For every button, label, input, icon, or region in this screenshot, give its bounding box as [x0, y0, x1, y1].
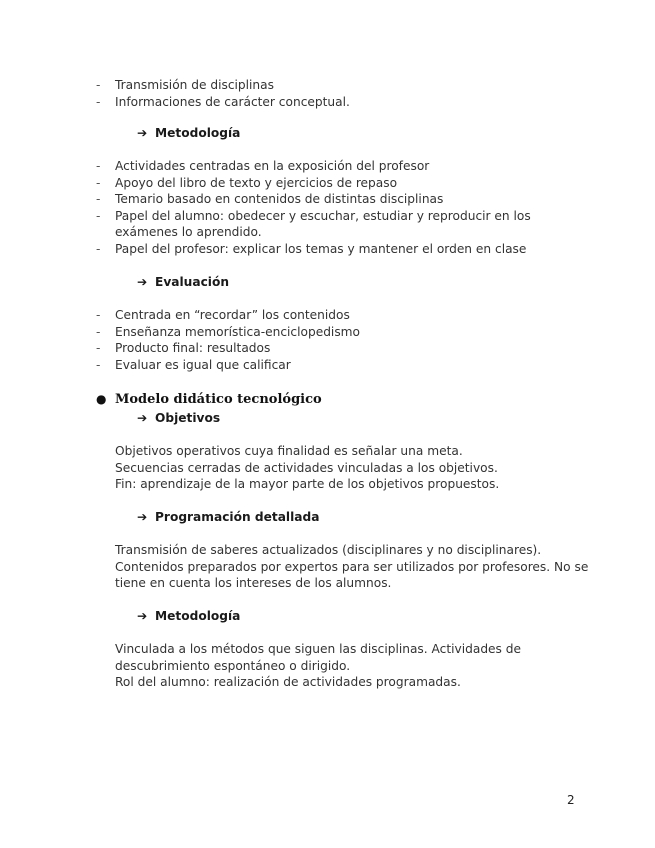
- programacion-paragraph: Transmisión de saberes actualizados (disciplinares y no disciplinares). Contenidos preparados por expertos para ser utilizados por profesores. No se tiene en cuenta los intereses de los alumnos.: [115, 543, 589, 590]
- metodologia-list: [96, 158, 596, 257]
- dash-marker: -: [96, 208, 101, 223]
- list-item: - Apoyo del libro de texto y ejercicios de repaso: [96, 175, 398, 190]
- list-item: - Actividades centradas en la exposición del profesor: [96, 159, 430, 173]
- dash-marker: -: [96, 94, 101, 109]
- metodologia-modelo-paragraph: Vinculada a los métodos que siguen las disciplinas. Actividades de descubrimiento espontáneo o dirigido. Rol del alumno: realización de actividades programadas.: [115, 642, 522, 689]
- subheading-metodologia: ➔ Metodología: [137, 126, 241, 140]
- evaluacion-list: [96, 307, 596, 373]
- list-item: - Papel del profesor: explicar los temas y mantener el orden en clase: [96, 241, 527, 256]
- dash-marker: -: [96, 159, 101, 173]
- subheading-programacion: ➔ Programación detallada: [137, 510, 320, 524]
- dash-marker: -: [96, 357, 101, 372]
- list-item: - Papel del alumno: obedecer y escuchar, estudiar y reproducir en los exámenes lo aprendido.: [96, 208, 531, 239]
- objetivos-paragraph: Objetivos operativos cuya finalidad es señalar una meta. Secuencias cerradas de actividades vinculadas a los objetivos. Fin: aprendizaje de la mayor parte de los objetivos propuestos.: [115, 444, 500, 491]
- arrow-right-icon: ➔: [137, 411, 148, 425]
- dash-marker: -: [96, 324, 101, 339]
- dash-marker: -: [96, 241, 101, 256]
- content-list-top: [96, 77, 596, 110]
- dash-marker: -: [96, 341, 101, 355]
- subheading-metodologia-modelo: ➔ Metodología: [137, 609, 241, 623]
- arrow-right-icon: ➔: [137, 275, 148, 289]
- arrow-right-icon: ➔: [137, 510, 148, 524]
- list-item: - Centrada en “recordar” los contenidos: [96, 308, 350, 322]
- subheading-objetivos: ➔ Objetivos: [137, 411, 221, 425]
- subheading-evaluacion: ➔ Evaluación: [137, 275, 230, 289]
- dash-marker: -: [96, 192, 101, 206]
- dash-marker: -: [96, 308, 101, 322]
- model-heading: ● Modelo didático tecnológico: [96, 392, 322, 407]
- list-item: - Temario basado en contenidos de distintas disciplinas: [96, 192, 444, 206]
- dash-marker: -: [96, 175, 101, 190]
- list-item: - Producto final: resultados: [96, 341, 271, 355]
- arrow-right-icon: ➔: [137, 126, 148, 140]
- dash-marker: -: [96, 78, 101, 92]
- list-item: - Evaluar es igual que calificar: [96, 357, 291, 372]
- bullet-icon: ●: [96, 392, 107, 406]
- list-item: - Transmisión de disciplinas: [96, 78, 274, 92]
- list-item: - Informaciones de carácter conceptual.: [96, 94, 350, 109]
- list-item: - Enseñanza memorística-enciclopedismo: [96, 324, 360, 339]
- page-number: 2: [567, 793, 575, 807]
- arrow-right-icon: ➔: [137, 609, 148, 623]
